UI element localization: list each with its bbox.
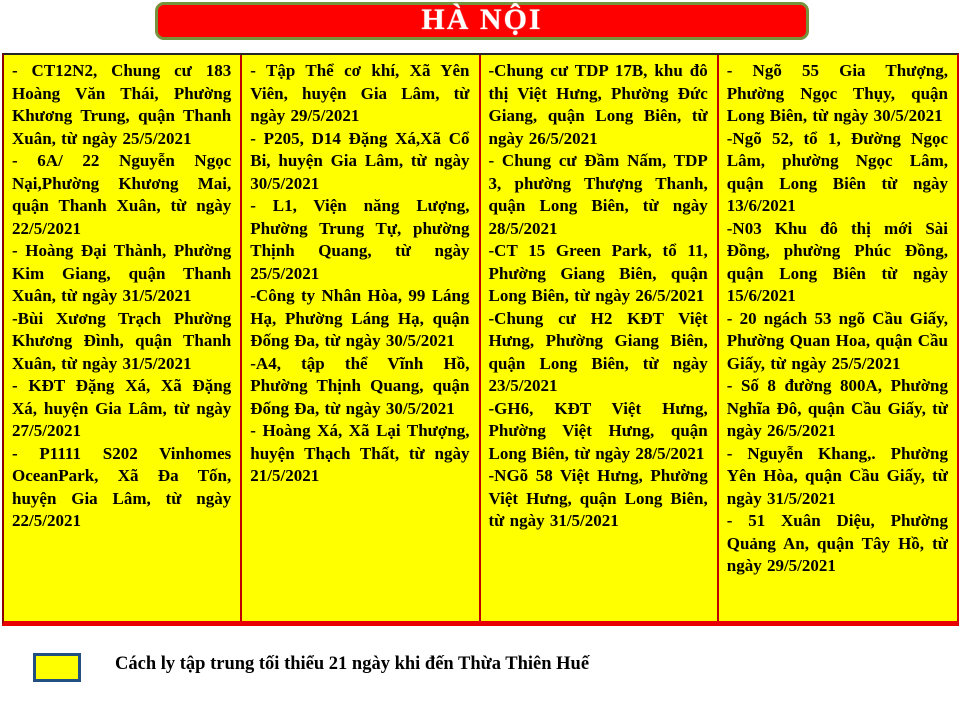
address-entry: -Chung cư TDP 17B, khu đô thị Việt Hưng, Phường Đức Giang, quận Long Biên, từ ngày 26/5/2021 [488, 61, 708, 148]
address-entry: -Công ty Nhân Hòa, 99 Láng Hạ, Phường Láng Hạ, quận Đống Đa, từ ngày 30/5/2021 [250, 286, 470, 350]
address-entry: - Tập Thể cơ khí, Xã Yên Viên, huyện Gia Lâm, từ ngày 29/5/2021 [250, 61, 470, 125]
address-entry: -Bùi Xương Trạch Phường Khương Đình, quận Thanh Xuân, từ ngày 31/5/2021 [12, 308, 232, 373]
address-entry: - Hoàng Đại Thành, Phường Kim Giang, quận Thanh Xuân, từ ngày 31/5/2021 [12, 241, 232, 305]
address-entry: - 20 ngách 53 ngõ Cầu Giấy, Phường Quan Hoa, quận Cầu Giấy, từ ngày 25/5/2021 [726, 308, 948, 373]
legend-label: Cách ly tập trung tối thiểu 21 ngày khi đến Thừa Thiên Huế [115, 654, 590, 674]
address-entry: - Chung cư Đầm Nấm, TDP 3, phường Thượng Thanh, quận Long Biên, từ ngày 28/5/2021 [488, 151, 708, 238]
address-entry: - Số 8 đường 800A, Phường Nghĩa Đô, quận Cầu Giấy, từ ngày 26/5/2021 [726, 376, 948, 440]
address-entry: -CT 15 Green Park, tổ 11, Phường Giang Biên, quận Long Biên, từ ngày 26/5/2021 [488, 241, 708, 305]
legend [0, 645, 960, 695]
address-entry: - Hoàng Xá, Xã Lại Thượng, huyện Thạch Thất, từ ngày 21/5/2021 [250, 421, 470, 485]
address-entry: - CT12N2, Chung cư 183 Hoàng Văn Thái, Phường Khương Trung, quận Thanh Xuân, từ ngày 25/5/2021 [12, 61, 232, 148]
slide-title-banner [155, 2, 809, 40]
address-entry: - Ngõ 55 Gia Thượng, Phường Ngọc Thụy, quận Long Biên, từ ngày 30/5/2021 [726, 61, 948, 125]
address-entry: - 51 Xuân Diệu, Phường Quảng An, quận Tây Hồ, từ ngày 29/5/2021 [726, 511, 948, 575]
address-entry: - L1, Viện năng Lượng, Phường Trung Tự, phường Thịnh Quang, từ ngày 25/5/2021 [250, 196, 470, 283]
slide-title: HÀ NỘI [421, 3, 543, 36]
address-table [2, 53, 959, 626]
address-entry: -Chung cư H2 KĐT Việt Hưng, Phường Giang Biên, quận Long Biên, từ ngày 23/5/2021 [488, 308, 708, 395]
address-column-3 [481, 55, 719, 621]
address-entry: -N03 Khu đô thị mới Sài Đồng, phường Phúc Đồng, quận Long Biên từ ngày 15/6/2021 [726, 218, 948, 305]
address-entry: -NGõ 58 Việt Hưng, Phường Việt Hưng, quận Long Biên, từ ngày 31/5/2021 [488, 466, 708, 530]
legend-swatch [33, 653, 81, 682]
address-entry: -GH6, KĐT Việt Hưng, Phường Việt Hưng, quận Long Biên, từ ngày 28/5/2021 [488, 398, 708, 463]
address-entry: - Nguyễn Khang,. Phường Yên Hòa, quận Cầu Giấy, từ ngày 31/5/2021 [726, 443, 948, 508]
address-column-2 [242, 55, 480, 621]
address-entry: -A4, tập thể Vĩnh Hồ, Phường Thịnh Quang, quận Đống Đa, từ ngày 30/5/2021 [250, 353, 470, 418]
address-entry: - P205, D14 Đặng Xá,Xã Cổ Bi, huyện Gia Lâm, từ ngày 30/5/2021 [250, 128, 470, 193]
address-entry: -Ngõ 52, tổ 1, Đường Ngọc Lâm, phường Ngọc Lâm, quận Long Biên từ ngày 13/6/2021 [726, 128, 948, 215]
address-entry: - KĐT Đặng Xá, Xã Đặng Xá, huyện Gia Lâm, từ ngày 27/5/2021 [12, 376, 232, 440]
address-entry: - P1111 S202 Vinhomes OceanPark, Xã Đa Tốn, huyện Gia Lâm, từ ngày 22/5/2021 [12, 443, 232, 530]
address-column-1 [4, 55, 242, 621]
address-entry: - 6A/ 22 Nguyễn Ngọc Nại,Phường Khương Mai, quận Thanh Xuân, từ ngày 22/5/2021 [12, 151, 232, 238]
address-column-4 [719, 55, 957, 621]
